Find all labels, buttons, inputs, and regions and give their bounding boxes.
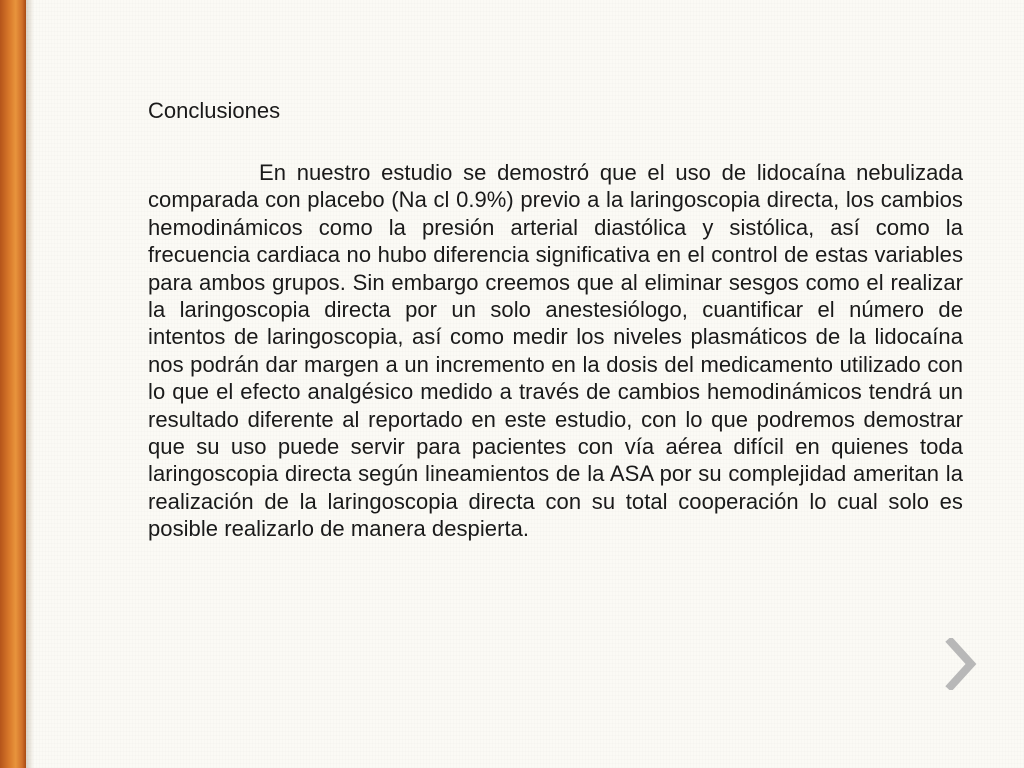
- accent-sidebar-shadow: [26, 0, 34, 768]
- accent-sidebar: [0, 0, 26, 768]
- slide-body-text: En nuestro estudio se demostró que el uso de lidocaína nebulizada comparada con placebo (Na cl 0.9%) previo a la laringoscopia directa, los cambios hemodinámicos como la presión arterial diastólica y sistólica, así como la frecuencia cardiaca no hubo diferencia significativa en el control de estas variables para ambos grupos. Sin embargo creemos que al eliminar sesgos como el realizar la laringoscopia directa por un solo anestesiólogo, cuantificar el número de intentos de laringoscopia, así como medir los niveles plasmáticos de la lidocaína nos podrán dar margen a un incremento en la dosis del medicamento utilizado con lo que el efecto analgésico medido a través de cambios hemodinámicos tendrá un resultado diferente al reportado en este estudio, con lo que podremos demostrar que su uso puede servir para pacientes con vía aérea difícil en quienes toda laringoscopia directa según lineamientos de la ASA por su complejidad ameritan la realización de la laringoscopia directa con su total cooperación lo cual solo es posible realizarlo de manera despierta.: [148, 160, 963, 542]
- chevron-right-icon: [944, 638, 978, 690]
- slide-title: Conclusiones: [148, 98, 281, 123]
- slide-content: [148, 94, 963, 543]
- next-slide-button[interactable]: [944, 638, 978, 690]
